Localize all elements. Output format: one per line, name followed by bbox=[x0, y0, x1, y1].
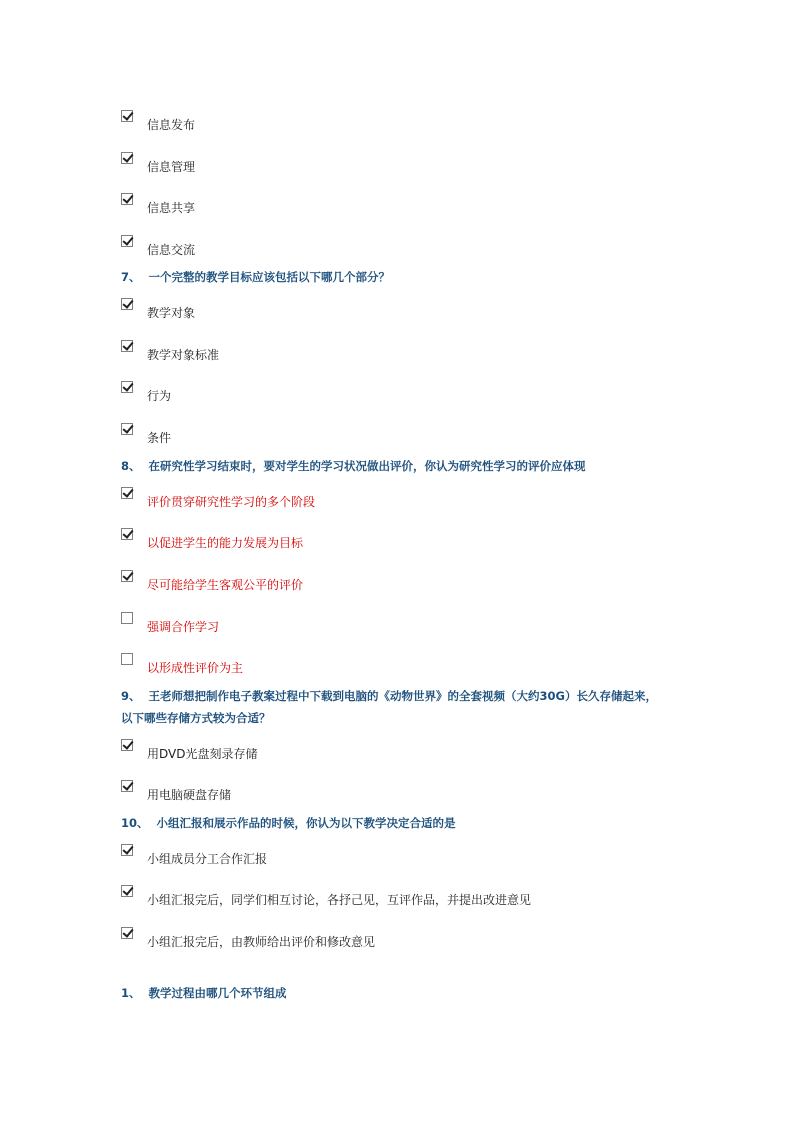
question-number: 1、 bbox=[121, 986, 141, 1000]
option-label: 强调合作学习 bbox=[147, 620, 220, 634]
checkbox-unchecked-icon[interactable] bbox=[121, 653, 133, 665]
option-label: 条件 bbox=[147, 431, 172, 445]
checkbox-checked-icon[interactable] bbox=[121, 739, 133, 751]
option-label: 以促进学生的能力发展为目标 bbox=[147, 536, 304, 550]
checkbox-checked-icon[interactable] bbox=[121, 235, 133, 247]
question-number: 8、 bbox=[121, 459, 141, 473]
option-label: 教学对象 bbox=[147, 306, 196, 320]
question-9-continued bbox=[121, 708, 271, 728]
question-10 bbox=[121, 813, 456, 833]
question-number: 10、 bbox=[121, 816, 149, 830]
checkbox-checked-icon[interactable] bbox=[121, 780, 133, 792]
option-label: 信息发布 bbox=[147, 118, 196, 132]
question-text: 教学过程由哪几个环节组成 bbox=[148, 986, 287, 1000]
checkbox-checked-icon[interactable] bbox=[121, 298, 133, 310]
question-1 bbox=[121, 983, 287, 1003]
checkbox-checked-icon[interactable] bbox=[121, 152, 133, 164]
question-7 bbox=[121, 267, 390, 287]
question-text: 一个完整的教学目标应该包括以下哪几个部分？ bbox=[148, 270, 391, 284]
option-label: 信息共享 bbox=[147, 201, 196, 215]
option-label: 用DVD光盘刻录存储 bbox=[147, 747, 258, 761]
checkbox-checked-icon[interactable] bbox=[121, 487, 133, 499]
question-number: 9、 bbox=[121, 689, 141, 703]
checkbox-checked-icon[interactable] bbox=[121, 110, 133, 122]
option-label: 用电脑硬盘存储 bbox=[147, 788, 232, 802]
option-label: 信息管理 bbox=[147, 160, 196, 174]
question-8 bbox=[121, 456, 586, 476]
question-text-line2: 以下哪些存储方式较为合适？ bbox=[121, 711, 271, 725]
question-number: 7、 bbox=[121, 270, 141, 284]
option-label: 小组汇报完后，同学们相互讨论，各抒己见，互评作品，并提出改进意见 bbox=[147, 893, 532, 907]
option-label: 小组成员分工合作汇报 bbox=[147, 852, 268, 866]
checkbox-checked-icon[interactable] bbox=[121, 423, 133, 435]
option-label: 尽可能给学生客观公平的评价 bbox=[147, 578, 304, 592]
checkbox-checked-icon[interactable] bbox=[121, 340, 133, 352]
question-9 bbox=[121, 686, 657, 706]
checkbox-checked-icon[interactable] bbox=[121, 927, 133, 939]
option-label: 评价贯穿研究性学习的多个阶段 bbox=[147, 495, 316, 509]
checkbox-checked-icon[interactable] bbox=[121, 528, 133, 540]
question-text: 在研究性学习结束时，要对学生的学习状况做出评价，你认为研究性学习的评价应体现 bbox=[148, 459, 586, 473]
question-text: 小组汇报和展示作品的时候，你认为以下教学决定合适的是 bbox=[156, 816, 456, 830]
option-label: 以形成性评价为主 bbox=[147, 661, 244, 675]
checkbox-unchecked-icon[interactable] bbox=[121, 612, 133, 624]
option-label: 教学对象标准 bbox=[147, 348, 220, 362]
checkbox-checked-icon[interactable] bbox=[121, 193, 133, 205]
option-label: 行为 bbox=[147, 389, 172, 403]
option-label: 小组汇报完后，由教师给出评价和修改意见 bbox=[147, 935, 376, 949]
checkbox-checked-icon[interactable] bbox=[121, 381, 133, 393]
option-label: 信息交流 bbox=[147, 243, 196, 257]
checkbox-checked-icon[interactable] bbox=[121, 844, 133, 856]
checkbox-checked-icon[interactable] bbox=[121, 570, 133, 582]
question-text-line1: 王老师想把制作电子教案过程中下载到电脑的《动物世界》的全套视频（大约30G）长久存储起来， bbox=[148, 689, 657, 703]
checkbox-checked-icon[interactable] bbox=[121, 885, 133, 897]
